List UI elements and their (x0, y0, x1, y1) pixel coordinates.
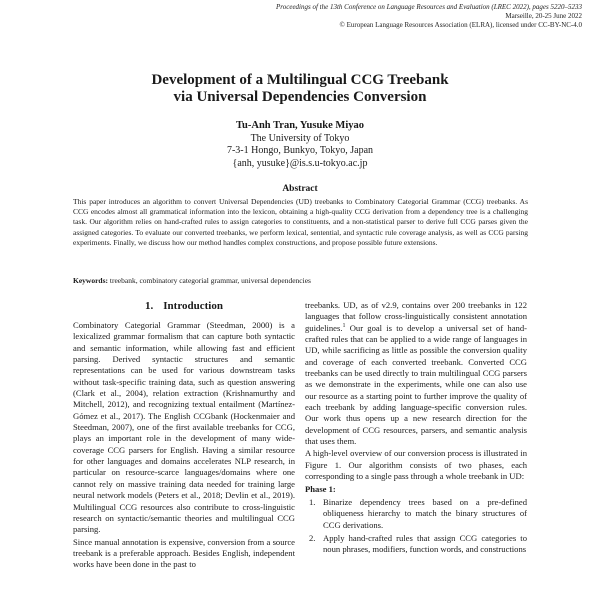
intro-paragraph-4: A high-level overview of our conversion process is illustrated in Figure 1. Our algorithm consists of two phases, each corresponding to a single pass through a whole treebank in UD: (305, 448, 527, 482)
intro-paragraph-3 (305, 300, 527, 447)
title-line-1: Development of a Multilingual CCG Treebank (151, 72, 449, 88)
license-line: © European Language Resources Association (ELRA), licensed under CC-BY-NC-4.0 (339, 21, 582, 30)
phase-1-steps (305, 497, 527, 556)
keywords-text: treebank, combinatory categorial grammar, universal dependencies (109, 276, 311, 285)
proceedings-line: Proceedings of the 13th Conference on Language Resources and Evaluation (LREC 2022), pages 5220–5233 (275, 3, 582, 11)
left-column (73, 300, 295, 571)
author-block (0, 120, 600, 170)
step-text: Apply hand-crafted rules that assign CCG categories to noun phrases, modifiers, function words, and constructions (323, 532, 527, 555)
address: 7-3-1 Hongo, Bunkyo, Tokyo, Japan (226, 145, 374, 156)
abstract-heading: Abstract (282, 184, 318, 194)
keywords (73, 276, 528, 286)
keywords-label: Keywords: (73, 276, 108, 285)
section-title: Introduction (163, 300, 223, 312)
intro-paragraph-1: Combinatory Categorial Grammar (Steedman, 2000) is a lexicalized grammar formalism that can capture both syntactic and semantic information, while allowing fast and efficient parsing. Derived syntactic structures and semantic representations can be used for various downstream tasks without task-specific training data, such as question answering (Clark et al., 2004), relation extraction (Krishnamurthy and Mitchell, 2012), and recognizing textual entailment (Martínez-Gómez et al., 2017). The English CCGbank (Hockenmaier and Steedman, 2007), one of the first available treebanks for CCG, plays an important role in the development of many wide-coverage CCG parsers for English. Having a similar resource for other languages and domains accelerates NLP research, in particular on resource-scarce languages/domains where one cannot rely on massive training data needed for training large neural network models (Peters et al., 2018; Devlin et al., 2019). Multilingual CCG resources also contribute to cross-linguistic research on syntactic/semantic theories and multilingual CCG parsing. (73, 320, 295, 535)
abstract-text: This paper introduces an algorithm to convert Universal Dependencies (UD) treebanks to Combinatory Categorial Grammar (CCG) treebanks. As CCG encodes almost all grammatical information into the lexicon, obtaining a high-quality CCG derivation from a dependency tree is a challenging task. Our algorithm relies on hand-crafted rules to assign categories to constituents, and a non-statistical parser to derive full CCG parses given the assigned categories. To evaluate our converted treebanks, we perform lexical, sentential, and syntactic rule coverage analysis, as well as CCG parsing experiments. Finally, we discuss how our method handles complex constructions, and propose possible future extensions. (73, 197, 528, 247)
step-number: 1. (309, 496, 316, 507)
paragraph-3-start: treebanks. UD, as of v2.9, contains over 200 treebanks in 122 languages that follow cross-linguistically consistent annotation guidelines. (305, 300, 527, 333)
list-item (305, 533, 527, 556)
right-column (305, 300, 527, 558)
intro-paragraph-2: Since manual annotation is expensive, conversion from a source treebank is a preferable approach. Besides English, independent works have been done in the past to (73, 536, 295, 570)
paragraph-3-rest: Our goal is to develop a universal set of hand-crafted rules that can be applied to a wide range of languages in UD, while sacrificing as little as possible the conversion quality and coverage of each converted treebank. Converted CCG treebanks can be used directly to train multilingual CCG parsers as we demonstrate in the experiments, while one can also use our resource as a starting point to further improve the quality of each treebank by adding language-specific conversion rules. Our work thus opens up a new research direction for the development of CCG resources, parsers, and semantic analysis that uses them. (305, 322, 527, 447)
affiliation: The University of Tokyo (250, 132, 350, 144)
step-number: 2. (309, 532, 316, 543)
paper-title (0, 72, 600, 106)
section-number: 1. (145, 300, 154, 312)
section-heading (73, 300, 295, 313)
author-names: Tu-Anh Tran, Yusuke Miyao (236, 120, 364, 131)
phase-1-label: Phase 1: (305, 483, 336, 494)
proceedings-header (276, 3, 582, 31)
title-line-2: via Universal Dependencies Conversion (173, 89, 427, 105)
venue-line: Marseille, 20-25 June 2022 (505, 12, 582, 21)
step-text: Binarize dependency trees based on a pre-defined obliqueness hierarchy to match the binary structures of CCG derivations. (323, 496, 527, 530)
footnote-marker[interactable]: 1 (342, 322, 346, 329)
list-item (305, 497, 527, 531)
email: {anh, yusuke}@is.s.u-tokyo.ac.jp (232, 157, 368, 169)
